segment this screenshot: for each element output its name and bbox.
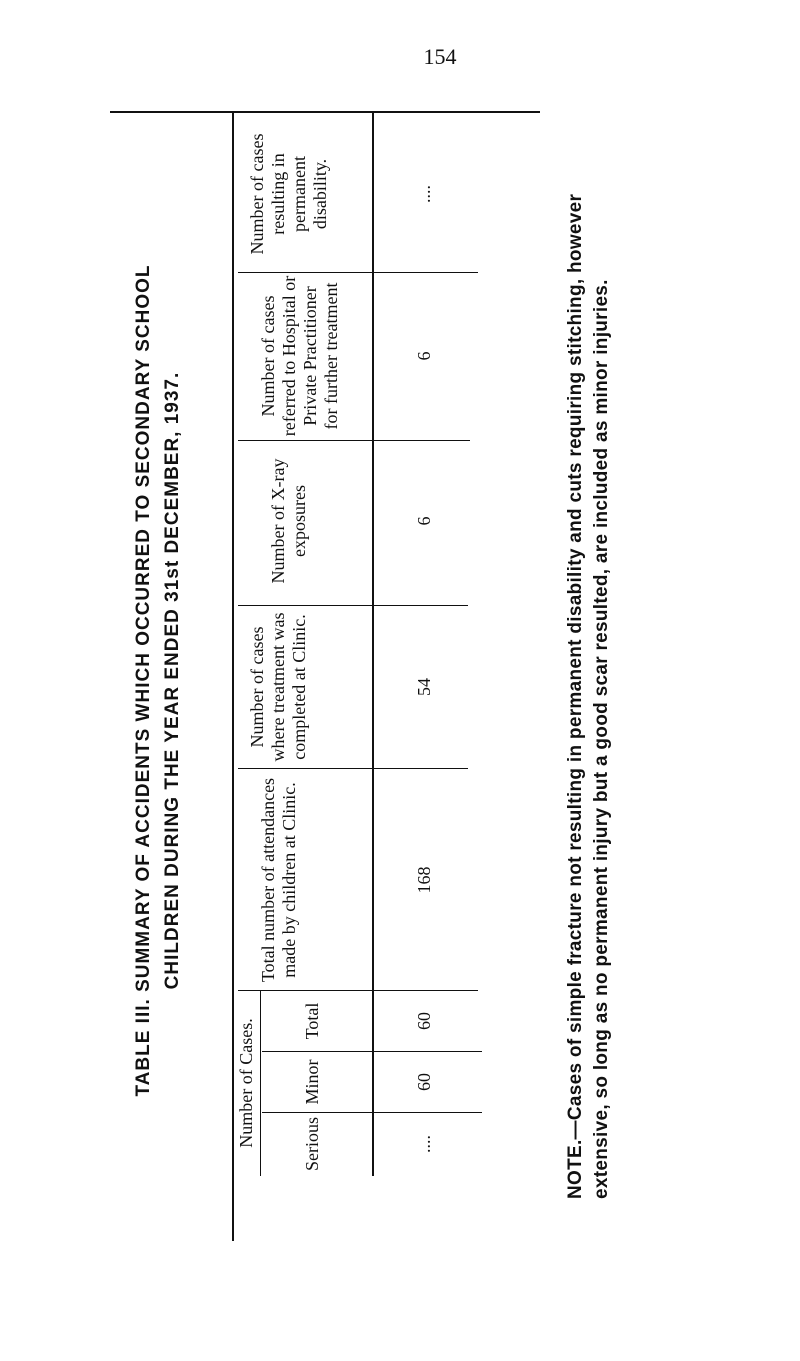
header-total: Total: [302, 1002, 322, 1040]
page-number: 154: [423, 44, 457, 69]
header-separator: [372, 111, 374, 1176]
header-referred-for-treatment: Number of cases referred to Hospital or Private Practitioner for further treatment: [258, 275, 341, 437]
table-top-rule: [232, 111, 234, 1241]
header-number-of-cases: Number of Cases.: [236, 1018, 256, 1148]
footnote-line-2: extensive, so long as no permanent injury but a good scar resulted, are included as minor injuries.: [591, 279, 612, 1199]
column-rule: [262, 1112, 482, 1113]
table-title-line-1: TABLE III. SUMMARY OF ACCIDENTS WHICH OCCURRED TO SECONDARY SCHOOL: [133, 264, 154, 1097]
column-rule: [238, 605, 468, 606]
value-referred: 6: [414, 351, 434, 361]
column-rule: [262, 1051, 482, 1052]
value-xray-exposures: 6: [414, 516, 434, 526]
column-rule: [238, 440, 470, 441]
table-bottom-rule: [110, 111, 540, 113]
value-minor: 60: [414, 1073, 434, 1091]
header-serious: Serious: [302, 1117, 322, 1171]
header-minor: Minor: [302, 1059, 322, 1105]
column-rule: [238, 768, 468, 769]
column-rule: [238, 272, 478, 273]
footnote-line-1: NOTE.—Cases of simple fracture not resulting in permanent disability and cuts requiring stitching, however: [565, 193, 586, 1199]
value-attendances: 168: [414, 866, 434, 894]
value-treatment-completed: 54: [414, 678, 434, 696]
header-permanent-disability: Number of cases resulting in permanent disability.: [247, 133, 330, 255]
column-rule: [238, 990, 478, 991]
header-xray-exposures: Number of X-ray exposures: [268, 458, 309, 584]
group-header-separator: [260, 991, 261, 1176]
table-title-line-2: CHILDREN DURING THE YEAR ENDED 31st DECEMBER, 1937.: [162, 371, 183, 990]
header-total-attendances: Total number of attendances made by children at Clinic.: [258, 777, 299, 983]
value-permanent-disability: ....: [414, 185, 434, 203]
value-serious: ....: [414, 1135, 434, 1153]
value-total: 60: [414, 1012, 434, 1030]
header-treatment-completed: Number of cases where treatment was completed at Clinic.: [247, 612, 309, 762]
